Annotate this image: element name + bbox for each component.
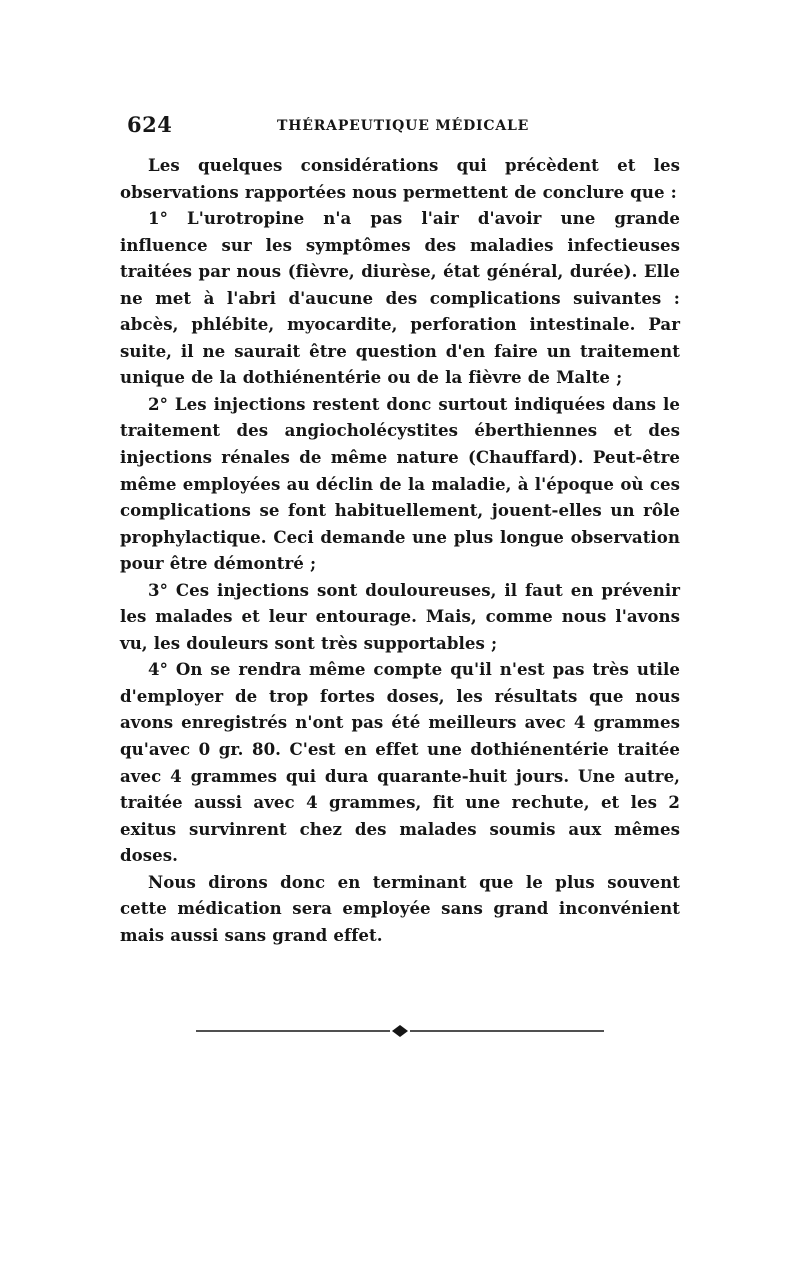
- paragraph-point-1: 1° L'urotropine n'a pas l'air d'avoir une grande influence sur les symptômes des maladies infectieuses traitées par nous (fièvre, diurèse, état général, durée). Elle ne met à l'abri d'aucune des complications suivantes : abcès, phlébite, myocardite, perforation intestinale. Par suite, il ne saurait être question d'en faire un traitement unique de la dothiénentérie ou de la fièvre de Malte ;: [120, 208, 680, 388]
- paragraph-point-2: 2° Les injections restent donc surtout indiquées dans le traitement des angiocholécystites éberthiennes et des injections rénales de même nature (Chauffard). Peut-être même employées au déclin de la maladie, à l'époque où ces complications se font habituellement, jouent-elles un rôle prophylactique. Ceci demande une plus longue observation pour être démontré ;: [120, 393, 680, 574]
- paragraph-conclusion: Nous dirons donc en terminant que le plus souvent cette médication sera employée sans grand inconvénient mais aussi sans grand effet.: [120, 871, 680, 945]
- paragraph-point-3: 3° Ces injections sont douloureuses, il faut en prévenir les malades et leur entourage. Mais, comme nous l'avons vu, les douleurs sont très supportables ;: [120, 579, 680, 653]
- ornament-diamond: [392, 1025, 408, 1037]
- running-title: THÉRAPEUTIQUE MÉDICALE: [277, 118, 530, 134]
- paragraph-intro: Les quelques considérations qui précèdent et les observations rapportées nous permettent de conclure que :: [120, 155, 680, 202]
- page-number: 624: [127, 112, 173, 137]
- body-text: [120, 152, 680, 948]
- paragraph-point-4: 4° On se rendra même compte qu'il n'est pas très utile d'employer de trop fortes doses, les résultats que nous avons enregistrés n'ont pas été meilleurs avec 4 grammes qu'avec 0 gr. 80. C'est en effet une dothiénentérie traitée avec 4 grammes qui dura quarante-huit jours. Une autre, traitée aussi avec 4 grammes, fit une rechute, et les 2 exitus survinrent chez des malades soumis aux mêmes doses.: [120, 659, 680, 866]
- section-end-ornament: [196, 1021, 604, 1041]
- running-head: [127, 112, 680, 142]
